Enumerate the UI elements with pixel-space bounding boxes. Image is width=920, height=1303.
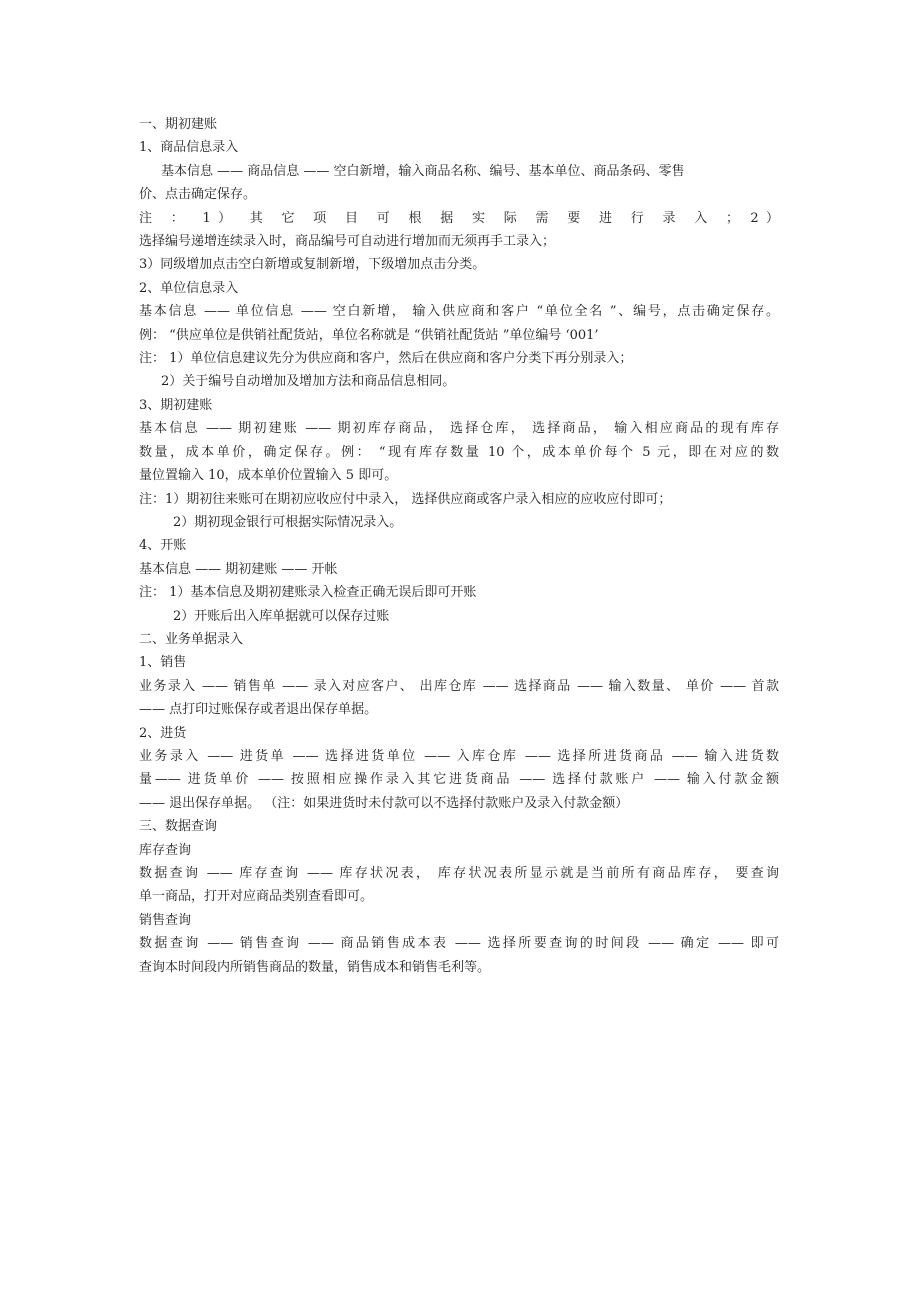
paragraph-line: 价、点击确定保存。 [139,187,257,203]
note-line: 2）关于编号自动增加及增加方法和商品信息相同。 [161,374,456,390]
paragraph-line: 查询本时间段内所销售商品的数量，销售成本和销售毛利等。 [139,959,491,975]
paragraph-line: —— 点打印过账保存或者退出保存单据。 [139,702,378,718]
note-line: 2）期初现金银行可根据实际情况录入。 [173,514,403,530]
subsection-heading: 3、期初建账 [139,397,213,413]
note-line: 注：1）期初往来账可在期初应收应付中录入， 选择供应商或客户录入相应的应收应付即可； [139,491,672,507]
note-line: 注： 1）基本信息及期初建账录入检查正确无误后即可开账 [139,585,477,601]
paragraph-line: 业务录入 —— 进货单 —— 选择进货单位 —— 入库仓库 —— 选择所进货商品 —— 输入进货数 [139,748,779,764]
paragraph-line: 例： “供应单位是供销社配货站，单位名称就是 “供销社配货站 ”单位编号 ‘001’ [139,327,599,343]
paragraph-line: 数量，成本单价，确定保存。例： “现有库存数量 10 个，成本单价每个 5 元，即在对应的数 [139,444,779,460]
paragraph-line: 基本信息 —— 期初建账 —— 开帐 [139,561,338,577]
section-heading: 一、期初建账 [139,117,218,132]
paragraph-line: 单一商品，打开对应商品类别查看即可。 [139,889,374,905]
subsection-heading: 1、商品信息录入 [139,140,239,156]
subsection-heading: 库存查询 [139,842,192,858]
paragraph-line: 选择编号递增连续录入时，商品编号可自动进行增加而无须再手工录入； [139,234,556,250]
subsection-heading: 1、销售 [139,655,187,671]
subsection-heading: 4、开账 [139,538,187,554]
paragraph-line: 3）同级增加点击空白新增或复制新增，下级增加点击分类。 [139,257,486,273]
subsection-heading: 销售查询 [139,912,192,928]
paragraph-line: —— 退出保存单据。 （注：如果进货时未付款可以不选择付款账户及录入付款金额） [139,795,629,811]
note-line: 2）开账后出入库单据就可以保存过账 [173,608,390,624]
paragraph-line: 基本信息 —— 期初建账 —— 期初库存商品， 选择仓库， 选择商品， 输入相应商品的现有库存 [139,421,779,437]
paragraph-line: 基本信息 —— 商品信息 —— 空白新增，输入商品名称、编号、基本单位、商品条码、零售 [161,163,685,179]
note-line: 注 ： 1） 其 它 项 目 可 根 据 实 际 需 要 进 行 录 入 ； 2） [139,210,779,226]
paragraph-line: 业务录入 —— 销售单 —— 录入对应客户、 出库仓库 —— 选择商品 —— 输入数量、 单价 —— 首款 [139,678,779,694]
section-heading: 三、数据查询 [139,819,218,835]
paragraph-line: 基本信息 —— 单位信息 —— 空白新增， 输入供应商和客户 “单位全名 ”、编号，点击确定保存。 [139,304,779,320]
subsection-heading: 2、单位信息录入 [139,280,239,296]
subsection-heading: 2、进货 [139,725,187,741]
note-line: 注： 1）单位信息建议先分为供应商和客户，然后在供应商和客户分类下再分别录入； [139,351,633,367]
section-heading: 二、业务单据录入 [139,631,244,647]
paragraph-line: 数据查询 —— 销售查询 —— 商品销售成本表 —— 选择所要查询的时间段 —— 确定 —— 即可 [139,936,779,952]
paragraph-line: 量位置输入 10，成本单价位置输入 5 即可。 [139,468,398,484]
document-body [139,113,779,979]
paragraph-line: 数据查询 —— 库存查询 —— 库存状况表， 库存状况表所显示就是当前所有商品库存， 要查询 [139,866,779,881]
paragraph-line: 量—— 进货单价 —— 按照相应操作录入其它进货商品 —— 选择付款账户 —— 输入付款金额 [139,772,779,788]
